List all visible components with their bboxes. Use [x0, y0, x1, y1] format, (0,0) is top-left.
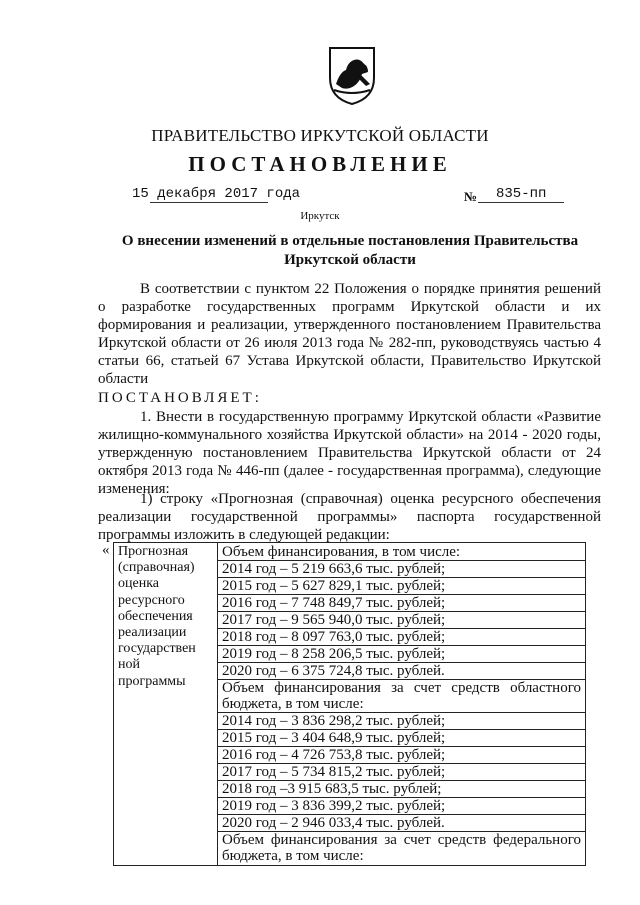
label-line: ресурсного	[118, 592, 185, 608]
federal-budget-heading: Объем финансирования за счет средств федерального бюджета, в том числе:	[222, 832, 581, 864]
coat-of-arms-icon	[324, 44, 380, 106]
table-row	[114, 543, 586, 866]
funding-line: 2016 год – 4 726 753,8 тыс. рублей;	[218, 747, 585, 764]
date-underline	[150, 202, 268, 203]
funding-line: 2019 год – 8 258 206,5 тыс. рублей;	[218, 646, 585, 663]
funding-total-heading: Объем финансирования, в том числе:	[218, 544, 585, 561]
preamble-paragraph: В соответствии с пунктом 22 Положения о порядке принятия решений о разработке государственных программ Иркутской области и их формирования и реализации, утвержденного постановлением Правительства Иркутской области от 26 июля 2013 года № 282-пп, руководствуясь частью 4 статьи 66, статьей 67 Устава Иркутской области, Правительство Иркутской области	[98, 281, 601, 387]
document-title: О внесении изменений в отдельные постановления Правительства Иркутской области	[121, 233, 579, 268]
label-line: ной	[118, 657, 140, 673]
label-line: Прогнозная	[118, 544, 189, 559]
city-name: Иркутск	[300, 210, 340, 222]
label-line: оценка	[118, 576, 160, 592]
funding-line: 2017 год – 9 565 940,0 тыс. рублей;	[218, 612, 585, 629]
regional-budget-heading: Объем финансирования за счет средств областного бюджета, в том числе:	[218, 680, 585, 713]
label-line: (справочная)	[118, 560, 195, 576]
document-date: 15 декабря 2017 года	[132, 186, 301, 202]
label-line: реализации	[118, 625, 187, 641]
funding-line: 2016 год – 7 748 849,7 тыс. рублей;	[218, 595, 585, 612]
item-1-paragraph: 1. Внести в государственную программу Иркутской области «Развитие жилищно-коммунального хозяйства Иркутской области» на 2014 - 2020 годы, утвержденную постановлением Правительства Иркутской области от 24 октября 2013 года № 446-пп (далее - государственная программа), следующие изменения:	[98, 409, 601, 497]
opening-quote: «	[102, 542, 110, 558]
organization-name: ПРАВИТЕЛЬСТВО ИРКУТСКОЙ ОБЛАСТИ	[151, 126, 489, 145]
funding-line: 2014 год – 3 836 298,2 тыс. рублей;	[218, 713, 585, 730]
funding-line: 2018 год – 8 097 763,0 тыс. рублей;	[218, 629, 585, 646]
funding-line: 2020 год – 2 946 033,4 тыс. рублей.	[218, 815, 585, 832]
label-line: обеспечения	[118, 608, 193, 624]
label-line: программы	[118, 673, 186, 689]
document-type: ПОСТАНОВЛЕНИЕ	[188, 152, 452, 176]
document-number: 835-пп	[496, 186, 547, 202]
funding-line: 2017 год – 5 734 815,2 тыс. рублей;	[218, 764, 585, 781]
funding-line: 2018 год –3 915 683,5 тыс. рублей;	[218, 781, 585, 798]
funding-line: 2015 год – 3 404 648,9 тыс. рублей;	[218, 730, 585, 747]
resolves-heading: ПОСТАНОВЛЯЕТ:	[98, 390, 262, 406]
funding-line: 2015 год – 5 627 829,1 тыс. рублей;	[218, 578, 585, 595]
funding-table	[113, 542, 586, 866]
number-underline	[478, 202, 564, 203]
funding-line: 2020 год – 6 375 724,8 тыс. рублей.	[218, 663, 585, 680]
funding-line: 2014 год – 5 219 663,6 тыс. рублей;	[218, 561, 585, 578]
funding-line: 2019 год – 3 836 399,2 тыс. рублей;	[218, 798, 585, 815]
table-value-cell	[218, 543, 586, 866]
item-1-1-paragraph: 1) строку «Прогнозная (справочная) оценка ресурсного обеспечения реализации государственной программы» паспорта государственной программы изложить в следующей редакции:	[98, 491, 601, 543]
number-sign: №	[464, 189, 478, 204]
label-line: государствен	[118, 641, 196, 657]
table-label-cell	[114, 543, 218, 866]
